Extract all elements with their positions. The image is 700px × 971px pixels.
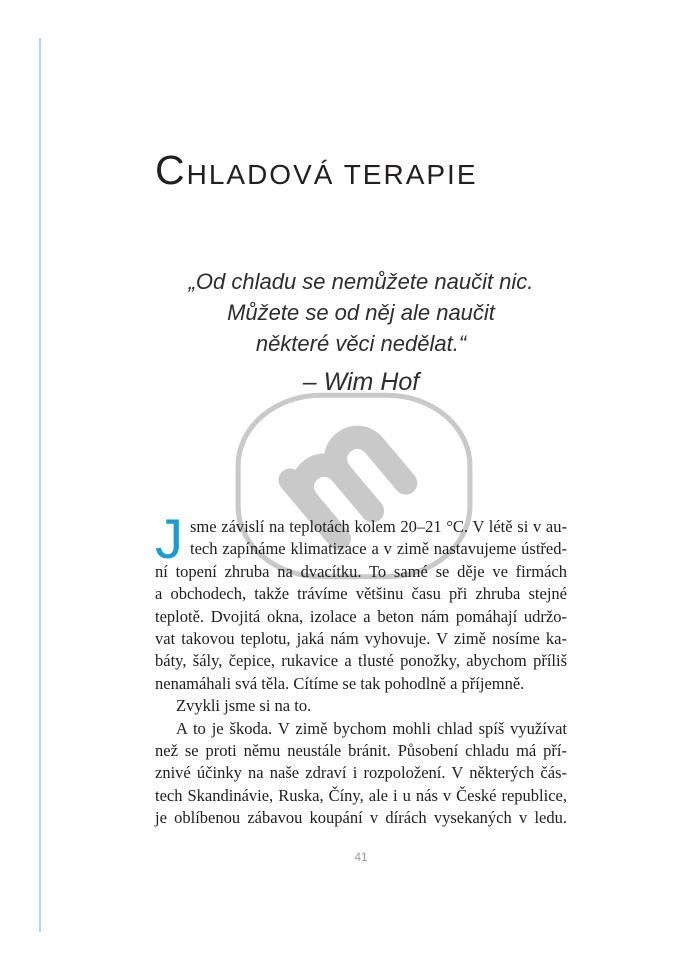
page-number: 41 xyxy=(354,850,368,864)
body-line: teplotě. Dvojitá okna, izolace a beton nám pomáhají udržo- xyxy=(155,606,567,626)
body-line: a obchodech, takže trávíme většinu času při zhruba stejné xyxy=(155,584,567,604)
quote-line: „Od chladu se nemůžete naučit nic. xyxy=(188,269,534,294)
body-line: znivé účinky na naše zdraví i rozpoložení. V některých čás- xyxy=(155,763,567,783)
chapter-title-rest: HLADOVÁ TERAPIE xyxy=(186,159,478,190)
body-line: sme závislí na teplotách kolem 20–21 °C. V létě si v au- xyxy=(190,517,567,536)
body-line: Zvykli jsme si na to. xyxy=(176,696,312,716)
paragraph xyxy=(155,507,567,695)
chapter-title xyxy=(155,147,567,193)
body-line: A to je škoda. V zimě bychom mohli chlad spíš využívat xyxy=(176,718,567,738)
drop-cap: J xyxy=(155,507,183,570)
body-line: tech Skandinávie, Ruska, Číny, ale i u nás v České republice, xyxy=(155,785,567,805)
body-text xyxy=(155,507,567,829)
page-accent-rule xyxy=(39,38,41,932)
body-line: tech zapínáme klimatizace a v zimě nastavujeme ústřed- xyxy=(190,539,567,559)
paragraph xyxy=(155,695,567,717)
body-line: vat takovou teplotu, jaká nám vyhovuje. V zimě nosíme ka- xyxy=(155,628,567,648)
quote-line: Můžete se od něj ale naučit xyxy=(227,300,495,325)
body-line: nenamáhali svá těla. Cítíme se tak pohodlně a příjemně. xyxy=(155,673,525,693)
body-line: je oblíbenou zábavou koupání v dírách vysekaných v ledu. xyxy=(155,808,567,828)
epigraph-quote xyxy=(155,266,567,397)
chapter-title-initial: C xyxy=(155,147,187,193)
quote-attribution: – Wim Hof xyxy=(302,368,420,396)
body-line: báty, šály, čepice, rukavice a tlusté ponožky, abychom příliš xyxy=(155,651,567,671)
body-line: než se proti němu neustále bránit. Působení chladu má pří- xyxy=(155,740,567,760)
paragraph xyxy=(155,718,567,830)
body-line: ní topení zhruba na dvacítku. To samé se děje ve firmách xyxy=(155,561,567,581)
quote-line: některé věci nedělat.“ xyxy=(255,331,467,356)
